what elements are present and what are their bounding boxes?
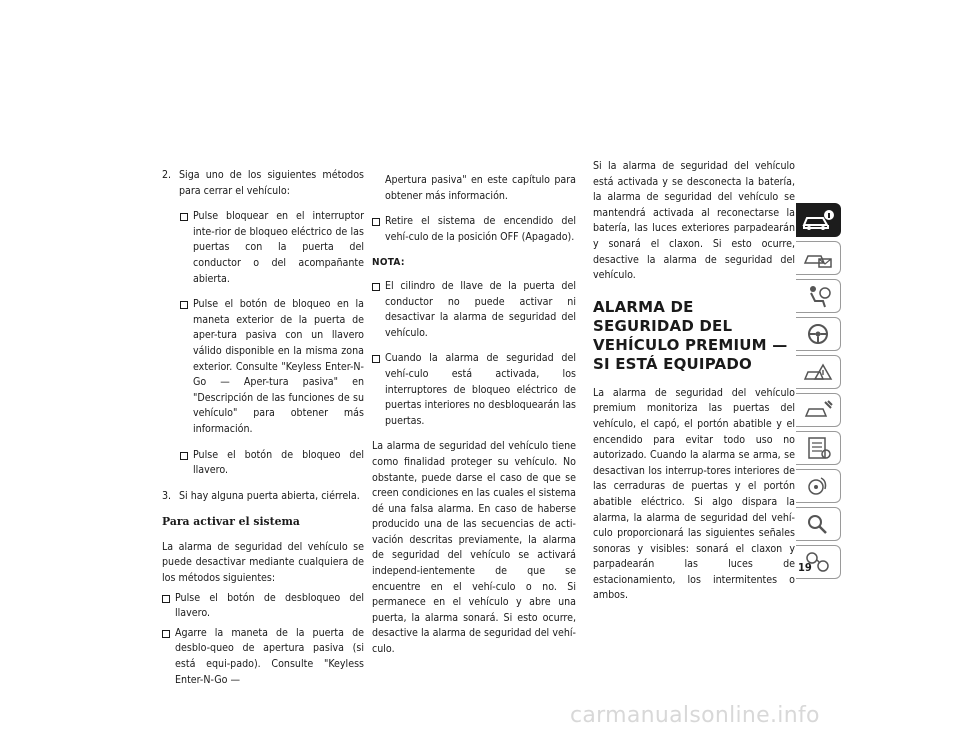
car-mail-icon	[801, 245, 835, 271]
column-3	[593, 159, 795, 614]
subheading: Para activar el sistema	[162, 515, 300, 529]
section-heading: ALARMA DE SEGURIDAD DEL VEHÍCULO PREMIUM — SI ESTÁ EQUIPADO	[593, 297, 788, 373]
tab-airbag-seat[interactable]	[796, 279, 841, 313]
tab-car-crash[interactable]	[796, 355, 841, 389]
list-item: Agarre la maneta de la puerta de desblo-queo de apertura pasiva (si está equi-pado). Consulte "Keyless Enter-N-Go —	[162, 626, 364, 688]
tab-car-mail[interactable]	[796, 241, 841, 275]
list-item: Pulse el botón de desbloqueo del llavero.	[162, 591, 364, 622]
list-item: Cuando la alarma de seguridad del vehí-culo está activada, los interruptores de bloqueo eléctrico de puertas interiores no desbloquearán las puertas.	[372, 351, 576, 429]
steering-wheel-icon	[801, 321, 835, 347]
tab-checklist[interactable]	[796, 431, 841, 465]
checkbox-bullet-icon	[162, 630, 170, 638]
body-paragraph: Si la alarma de seguridad del vehículo está activada y se desconecta la batería, la alarma de seguridad del vehículo se mantendrá activada al reconectarse la batería, las luces exteriores parpadearán y sonará el claxon. Si esto ocurre, desactive la alarma de seguridad del vehículo.	[593, 160, 795, 282]
step-2: 2. Siga uno de los siguientes métodos para cerrar el vehículo:	[162, 169, 364, 197]
note-label: NOTA:	[372, 257, 405, 269]
checkbox-bullet-icon	[372, 355, 380, 363]
magnifier-icon	[801, 511, 835, 537]
car-info-icon	[801, 207, 835, 233]
column-2	[372, 173, 576, 668]
checkbox-bullet-icon	[162, 595, 170, 603]
tab-car-info[interactable]	[796, 203, 841, 237]
tab-media[interactable]	[796, 469, 841, 503]
continuation-text: Apertura pasiva" en este capítulo para obtener más información.	[385, 174, 576, 202]
checklist-icon	[801, 435, 835, 461]
car-tools-icon	[801, 397, 835, 423]
checkbox-bullet-icon	[180, 213, 188, 221]
step-3: 3. Si hay alguna puerta abierta, ciérrela.	[162, 489, 360, 502]
list-item: Pulse el botón de bloqueo en la maneta exterior de la puerta de aper-tura pasiva con un llavero válido disponible en la misma zona exterior. Consulte "Keyless Enter-N-Go — Aper-tura pasiva" en "Descripción de las funciones de su vehículo" para obtener más información.	[180, 297, 364, 437]
list-item: Pulse bloquear en el interruptor inte-rior de bloqueo eléctrico de las puertas con la puerta del conductor o del acompañante abierta.	[180, 209, 364, 287]
column-1	[162, 168, 364, 698]
tab-steering-wheel[interactable]	[796, 317, 841, 351]
tab-magnifier[interactable]	[796, 507, 841, 541]
list-item: Pulse el botón de bloqueo del llavero.	[180, 448, 364, 479]
checkbox-bullet-icon	[372, 218, 380, 226]
checkbox-bullet-icon	[372, 283, 380, 291]
watermark: carmanualsonline.info	[570, 703, 820, 728]
list-item: Retire el sistema de encendido del vehí-culo de la posición OFF (Apagado).	[372, 214, 576, 245]
car-crash-icon	[801, 359, 835, 385]
airbag-seat-icon	[801, 283, 835, 309]
list-item: El cilindro de llave de la puerta del conductor no puede activar ni desactivar la alarma de seguridad del vehículo.	[372, 279, 576, 341]
body-paragraph: La alarma de seguridad del vehículo premium monitoriza las puertas del vehículo, el capó, el portón abatible y el encendido para evitar todo uso no autorizado. Cuando la alarma se arma, se desactivan los interrup-tores interiores de las cerraduras de puertas y el portón abatible eléctrico. Si algo dispara la alarma, la alarma de seguridad del vehí-culo proporcionará las siguientes señales sonoras y visibles: sonará el claxon y parpadearán las luces de estacionamiento, los intermitentes o ambos.	[593, 386, 795, 602]
intro-paragraph: La alarma de seguridad del vehículo se puede desactivar mediante cualquiera de los métodos siguientes:	[162, 540, 364, 585]
chapter-tabs	[796, 203, 842, 583]
checkbox-bullet-icon	[180, 301, 188, 309]
tab-car-tools[interactable]	[796, 393, 841, 427]
body-paragraph: La alarma de seguridad del vehículo tiene como finalidad proteger su vehículo. No obstante, puede darse el caso de que se creen condiciones en las cuales el sistema dé una falsa alarma. En caso de haberse producido una de las secuencias de acti-vación descritas previamente, la alarma de seguridad del vehículo se activará independ-ientemente de que se encuentre en el vehí-culo o no. Si permanece en el vehículo y abre una puerta, la alarma sonará. Si esto ocurre, desactive la alarma de seguridad del vehí-culo.	[372, 440, 576, 656]
page-number: 19	[798, 561, 812, 574]
checkbox-bullet-icon	[180, 452, 188, 460]
media-icon	[801, 473, 835, 499]
